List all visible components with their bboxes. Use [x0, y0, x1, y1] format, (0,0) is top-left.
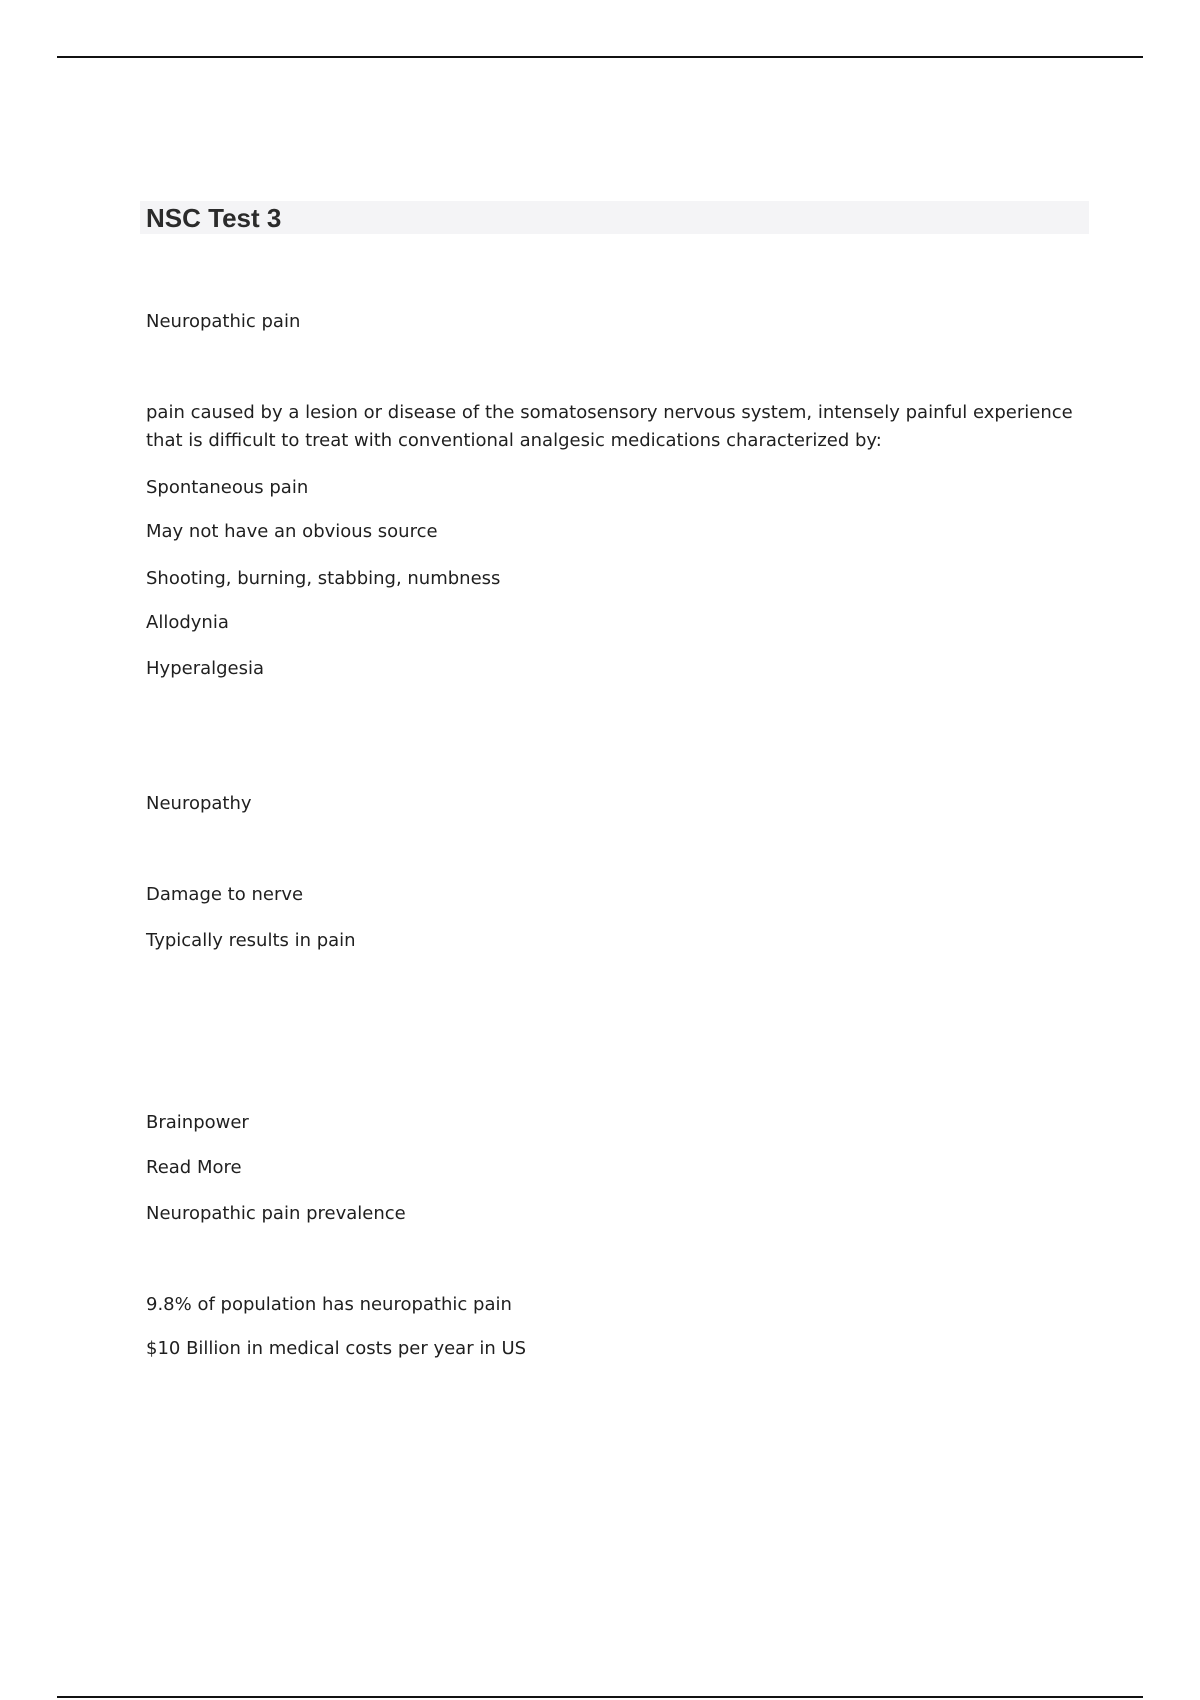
top-divider: [57, 56, 1143, 58]
bottom-divider: [57, 1696, 1143, 1698]
definition-line: May not have an obvious source: [146, 521, 438, 542]
page-title: NSC Test 3: [146, 203, 282, 233]
term-neuropathic-pain-prevalence: Neuropathic pain prevalence: [146, 1203, 406, 1224]
term-neuropathic-pain: Neuropathic pain: [146, 311, 301, 332]
definition-line: 9.8% of population has neuropathic pain: [146, 1294, 512, 1315]
definition-neuropathic-pain: pain caused by a lesion or disease of the somatosensory nervous system, intensely painful experience that is difficult to treat with conventional analgesic medications characterized by:: [146, 402, 1073, 451]
term-neuropathy: Neuropathy: [146, 793, 252, 814]
definition-line: Hyperalgesia: [146, 658, 265, 679]
title-banner: [140, 201, 1089, 234]
definition-line: Allodynia: [146, 612, 229, 633]
definition-line: Shooting, burning, stabbing, numbness: [146, 568, 501, 589]
definition-line: Spontaneous pain: [146, 477, 309, 498]
read-more-link[interactable]: Read More: [146, 1157, 242, 1178]
definition-line: Damage to nerve: [146, 884, 304, 905]
definition-line: Typically results in pain: [146, 930, 356, 951]
brainpower-label: Brainpower: [146, 1112, 249, 1133]
definition-line: $10 Billion in medical costs per year in US: [146, 1338, 527, 1359]
